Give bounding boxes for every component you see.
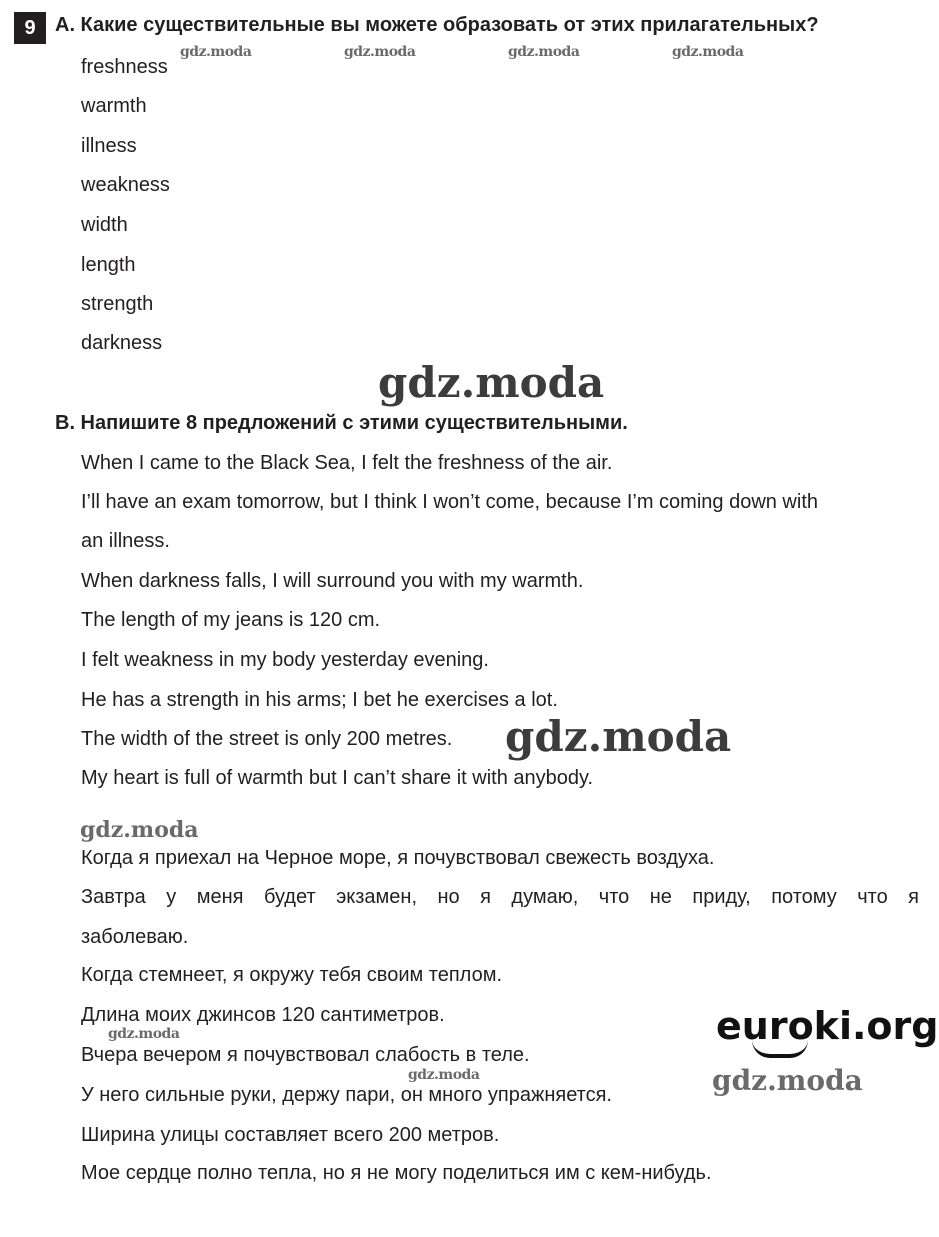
answer-item: illness bbox=[81, 135, 137, 157]
russian-sentence: Длина моих джинсов 120 сантиметров. bbox=[81, 1004, 445, 1026]
answer-item: weakness bbox=[81, 174, 170, 196]
russian-sentence: Завтра у меня будет экзамен, но я думаю, что не приду, потому что я bbox=[81, 886, 919, 908]
watermark: gdz.moda bbox=[344, 44, 416, 60]
english-sentence: He has a strength in his arms; I bet he exercises a lot. bbox=[81, 689, 558, 711]
english-sentence: The length of my jeans is 120 cm. bbox=[81, 609, 381, 631]
watermark: gdz.moda bbox=[672, 44, 744, 60]
watermark: gdz.moda bbox=[180, 44, 252, 60]
watermark: gdz.moda bbox=[80, 817, 199, 843]
watermark: gdz.moda bbox=[508, 44, 580, 60]
russian-sentence: Ширина улицы составляет всего 200 метров. bbox=[81, 1124, 500, 1146]
english-sentence: The width of the street is only 200 metres. bbox=[81, 728, 453, 750]
logo-smile-icon bbox=[752, 1040, 808, 1058]
english-sentence: When I came to the Black Sea, I felt the freshness of the air. bbox=[81, 452, 613, 474]
answer-item: width bbox=[81, 214, 128, 236]
answer-item: darkness bbox=[81, 332, 163, 354]
watermark: gdz.moda bbox=[712, 1064, 863, 1097]
euroki-logo: euroki.org bbox=[716, 1004, 939, 1048]
part-b-heading: B. Напишите 8 предложений с этими существительными. bbox=[55, 412, 628, 434]
part-a-heading: A. Какие существительные вы можете образовать от этих прилагательных? bbox=[55, 14, 819, 36]
english-sentence: I felt weakness in my body yesterday evening. bbox=[81, 649, 489, 671]
russian-sentence: Вчера вечером я почувствовал слабость в теле. bbox=[81, 1044, 530, 1066]
russian-sentence: заболеваю. bbox=[81, 926, 189, 948]
russian-sentence: Мое сердце полно тепла, но я не могу поделиться им с кем-нибудь. bbox=[81, 1162, 712, 1184]
english-sentence: When darkness falls, I will surround you with my warmth. bbox=[81, 570, 584, 592]
english-sentence: My heart is full of warmth but I can’t share it with anybody. bbox=[81, 767, 594, 789]
watermark: gdz.moda bbox=[505, 712, 732, 761]
answer-item: freshness bbox=[81, 56, 168, 78]
watermark: gdz.moda bbox=[378, 358, 605, 407]
answer-item: warmth bbox=[81, 95, 147, 117]
answer-item: strength bbox=[81, 293, 154, 315]
watermark: gdz.moda bbox=[408, 1067, 480, 1083]
english-sentence: an illness. bbox=[81, 530, 170, 552]
russian-sentence: У него сильные руки, держу пари, он много упражняется. bbox=[81, 1084, 612, 1106]
exercise-number-badge: 9 bbox=[14, 12, 46, 44]
answer-item: length bbox=[81, 254, 136, 276]
watermark: gdz.moda bbox=[108, 1026, 180, 1042]
russian-sentence: Когда стемнеет, я окружу тебя своим теплом. bbox=[81, 964, 503, 986]
russian-sentence: Когда я приехал на Черное море, я почувствовал свежесть воздуха. bbox=[81, 847, 715, 869]
english-sentence: I’ll have an exam tomorrow, but I think I won’t come, because I’m coming down with bbox=[81, 491, 819, 513]
